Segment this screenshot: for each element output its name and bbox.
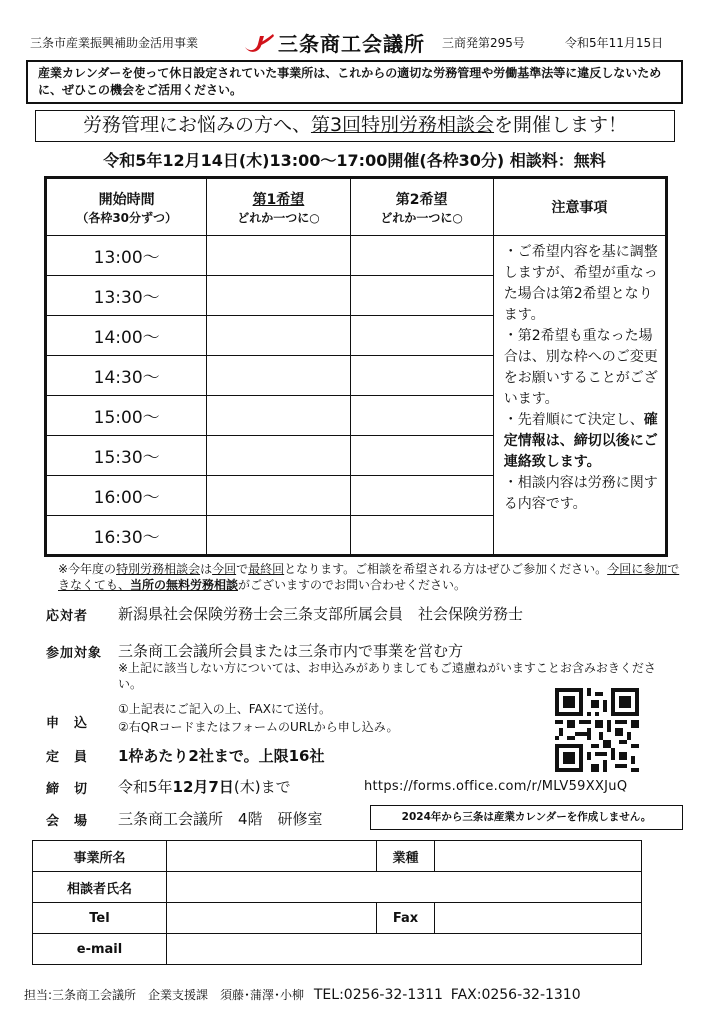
first-choice-cell[interactable]	[207, 316, 350, 356]
notes-cell: ・ご希望内容を基に調整しますが、希望が重なった場合は第2希望となります。 ・第2希望も重なった場合は、別な枠へのご変更をお願いすることがございます。 ・先着順にて決定し、確定情報は、締切以後にご連絡致します。 ・相談内容は労務に関する内容です。	[493, 236, 666, 556]
second-choice-cell[interactable]	[350, 236, 493, 276]
first-choice-cell[interactable]	[207, 276, 350, 316]
target-label: 参加対象	[46, 646, 103, 661]
table-row	[33, 872, 642, 903]
company-label: 事業所名	[33, 841, 167, 872]
responder-label: 応対者	[46, 609, 89, 624]
table-row	[33, 903, 642, 934]
apply-label: 申 込	[46, 716, 89, 731]
contact-person: 担当:三条商工会議所 企業支援課 須藤･蒲澤･小柳	[24, 988, 305, 1002]
industry-field[interactable]	[435, 841, 642, 872]
second-choice-cell[interactable]	[350, 436, 493, 476]
form-url-link[interactable]: https://forms.office.com/r/MLV59XXJuQ	[364, 779, 628, 794]
time-slot: 13:00～	[46, 236, 207, 276]
venue-value: 三条商工会議所 4階 研修室	[118, 810, 323, 828]
capacity-label: 定 員	[46, 750, 89, 765]
first-choice-cell[interactable]	[207, 356, 350, 396]
contact-tel: TEL:0256-32-1311	[313, 987, 443, 1003]
org-name: 三条商工会議所	[278, 32, 425, 56]
first-choice-cell[interactable]	[207, 516, 350, 556]
apply-method-1: ①上記表にご記入の上、FAXにて送付。	[118, 702, 331, 716]
contact-info	[24, 986, 581, 1003]
second-choice-cell[interactable]	[350, 396, 493, 436]
header-start-time: 開始時間 （各枠30分ずつ）	[46, 178, 207, 236]
time-slot: 15:30～	[46, 436, 207, 476]
chamber-logo-icon	[242, 32, 276, 54]
title-after: を開催します！	[494, 114, 628, 136]
time-slot: 13:30～	[46, 276, 207, 316]
target-value: 三条商工会議所会員または三条市内で事業を営む方	[118, 642, 464, 660]
application-form	[32, 840, 642, 965]
contact-fax: FAX:0256-32-1310	[450, 987, 581, 1003]
header-second-choice: 第2希望 どれか一つに○	[350, 178, 493, 236]
tel-label: Tel	[33, 903, 167, 934]
table-row	[46, 236, 667, 276]
industry-label: 業種	[377, 841, 435, 872]
time-slot: 14:00～	[46, 316, 207, 356]
time-slot: 16:30～	[46, 516, 207, 556]
first-choice-cell[interactable]	[207, 396, 350, 436]
fax-label: Fax	[377, 903, 435, 934]
responder-value: 新潟県社会保険労務士会三条支部所属会員 社会保険労務士	[118, 605, 524, 623]
first-choice-cell[interactable]	[207, 476, 350, 516]
company-field[interactable]	[167, 841, 377, 872]
schedule-header-row	[46, 178, 667, 236]
event-title	[35, 110, 675, 142]
deadline-value: 令和5年12月7日(木)まで	[118, 778, 291, 796]
header-notes: 注意事項	[493, 178, 666, 236]
qr-code-icon[interactable]	[555, 688, 639, 772]
org-logo	[242, 28, 425, 57]
venue-label: 会 場	[46, 814, 89, 829]
target-note: ※上記に該当しない方については、お申込みがありましてもご遠慮ねがいますことお含みおきください。	[118, 661, 656, 691]
program-name: 三条市産業振興補助金活用事業	[30, 36, 199, 50]
first-choice-cell[interactable]	[207, 236, 350, 276]
issue-date: 令和5年11月15日	[565, 36, 664, 50]
title-before: 労務管理にお悩みの方へ、	[82, 114, 311, 136]
table-row	[33, 934, 642, 965]
second-choice-cell[interactable]	[350, 316, 493, 356]
time-slot: 16:00～	[46, 476, 207, 516]
second-choice-cell[interactable]	[350, 516, 493, 556]
person-label: 相談者氏名	[33, 872, 167, 903]
second-choice-cell[interactable]	[350, 356, 493, 396]
event-datetime: 令和5年12月14日(木)13:00～17:00開催(各枠30分) 相談料：無料	[103, 151, 606, 170]
calendar-notice: 産業カレンダーを使って休日設定されていた事業所は、これからの適切な労務管理や労働基準法等に違反しないために、ぜひこの機会をご活用ください。	[26, 60, 683, 104]
email-field[interactable]	[167, 934, 642, 965]
capacity-value: 1枠あたり2社まで。上限16社	[118, 747, 325, 765]
second-choice-cell[interactable]	[350, 476, 493, 516]
schedule-table	[44, 176, 668, 557]
time-slot: 15:00～	[46, 396, 207, 436]
email-label: e-mail	[33, 934, 167, 965]
table-row	[33, 841, 642, 872]
title-event-name: 第3回特別労務相談会	[310, 114, 495, 136]
calendar-discontinued-note: 2024年から三条は産業カレンダーを作成しません。	[370, 805, 683, 830]
header-first-choice: 第1希望 どれか一つに○	[207, 178, 350, 236]
final-session-note: ※今年度の特別労務相談会は今回で最終回となります。ご相談を希望される方はぜひご参加ください。今回に参加できなくても、当所の無料労務相談がございますのでお問い合わせください。	[58, 562, 680, 592]
first-choice-cell[interactable]	[207, 436, 350, 476]
fax-field[interactable]	[435, 903, 642, 934]
apply-method-2: ②右QRコードまたはフォームのURLから申し込み。	[118, 720, 399, 734]
time-slot: 14:30～	[46, 356, 207, 396]
doc-number: 三商発第295号	[442, 36, 525, 50]
tel-field[interactable]	[167, 903, 377, 934]
document-header	[30, 28, 690, 54]
second-choice-cell[interactable]	[350, 276, 493, 316]
deadline-label: 締 切	[46, 782, 89, 797]
person-field[interactable]	[167, 872, 642, 903]
